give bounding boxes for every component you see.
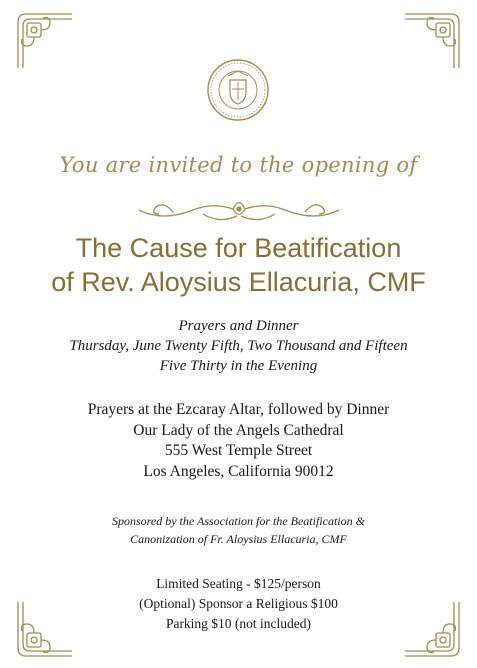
title-line-1: The Cause for Beatification [75,233,402,263]
event-details [0,316,477,376]
venue-line-1: Prayers at the Ezcaray Altar, followed by Dinner [87,401,390,418]
invitation-line: You are invited to the opening of [59,153,418,177]
venue-line-3: 555 West Temple Street [164,442,313,459]
event-title [0,231,477,299]
venue-details [0,400,477,482]
corner-ornament-top-left-icon [14,10,72,68]
crest-seal-icon [206,58,270,122]
event-name: Prayers and Dinner [178,318,299,334]
event-time: Five Thirty in the Evening [159,358,318,374]
event-date: Thursday, June Twenty Fifth, Two Thousand and Fifteen [69,338,408,354]
sponsor-note [0,512,477,548]
scroll-flourish-icon [133,192,345,226]
corner-ornament-top-right-icon [405,10,463,68]
pricing-line-2: (Optional) Sponsor a Religious $100 [139,596,338,611]
venue-line-4: Los Angeles, California 90012 [143,462,334,480]
pricing-line-3: Parking $10 (not included) [165,616,312,631]
title-line-2: of Rev. Aloysius Ellacuria, CMF [51,267,426,297]
pricing-line-1: Limited Seating - $125/person [156,576,321,591]
venue-line-2: Our Lady of the Angels Cathedral [133,421,344,439]
sponsor-line-1: Sponsored by the Association for the Beatification & [112,514,365,528]
pricing-details [0,574,477,634]
sponsor-line-2: Canonization of Fr. Aloysius Ellacuria, CMF [130,532,347,546]
